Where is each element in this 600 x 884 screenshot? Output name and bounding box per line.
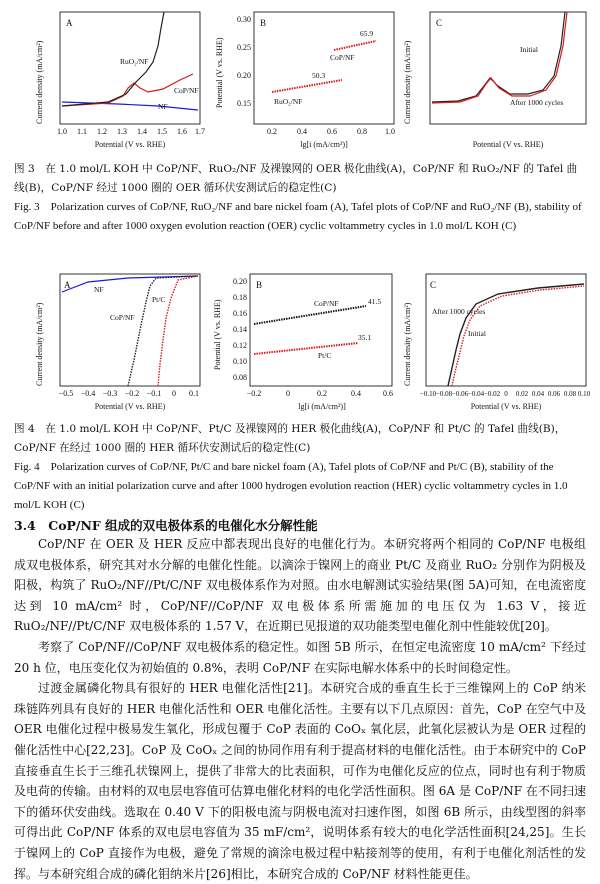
tick-label: −0.5 xyxy=(58,389,74,398)
tick-label: 0.10 xyxy=(577,390,591,398)
fig4b-letter: B xyxy=(256,280,263,290)
fig4a-xticks xyxy=(59,389,199,398)
section-heading: 3.4 CoP/NF 组成的双电极体系的电催化水分解性能 xyxy=(14,518,318,533)
fig3b-label-cop: CoP/NF xyxy=(330,53,355,62)
fig3b-label-ruo2: RuO₂/NF xyxy=(274,97,303,106)
tick-label: 0.1 xyxy=(189,389,199,398)
fig4c-label-initial: Initial xyxy=(468,329,486,338)
tick-label: 0 xyxy=(504,390,508,398)
fig4c-xlabel: Potential (V vs. RHE) xyxy=(470,402,542,411)
fig3-caption-en: Fig. 3 Polarization curves of CoP/NF, RuO₂/NF and bare nickel foam (A), Tafel plots of CoP/NF and RuO₂/NF (B), stability of CoP/NF before and after 1000 oxygen evolution reaction (OER) cyclic voltammetry cycles in 1.0 mol/L KOH (C) xyxy=(14,201,582,232)
fig4b-xlabel: lg[i (mA/cm²)] xyxy=(298,402,346,411)
fig4a-label-ptc: Pt/C xyxy=(152,295,166,304)
fig4b-label-cop: CoP/NF xyxy=(314,299,339,308)
fig3b-ylabel: Potential (V vs. RHE) xyxy=(215,37,224,108)
fig3c-ylabel: Current density (mA/cm²) xyxy=(403,40,412,124)
fig4b-fit-cop xyxy=(254,306,366,324)
tick-label: −0.04 xyxy=(467,390,485,398)
fig4b-yticks xyxy=(233,277,247,382)
fig3b-value-ruo2: 50.3 xyxy=(312,71,326,80)
tick-label: 1.3 xyxy=(117,127,127,136)
fig4a-curve-ptc xyxy=(158,276,198,386)
fig4a-xlabel: Potential (V vs. RHE) xyxy=(94,402,166,411)
fig4c-plot-frame xyxy=(426,274,586,386)
fig4a-plot-frame xyxy=(60,274,200,386)
fig3b-xlabel: lg[i (mA/cm²)] xyxy=(300,140,348,149)
tick-label: 0.30 xyxy=(237,15,251,24)
tick-label: −0.08 xyxy=(435,390,453,398)
fig4b-label-ptc: Pt/C xyxy=(318,351,332,360)
fig4c-ylabel: Current density (mA/cm²) xyxy=(403,302,412,386)
tick-label: 1.7 xyxy=(195,127,205,136)
fig4-caption-cn: 图 4 在 1.0 mol/L KOH 中 CoP/NF、Pt/C 及裸镍网的 HER 极化曲线(A)，CoP/NF 和 Pt/C 的 Tafel 曲线(B)，CoP/NF 在经过 1000 圈的 HER 循环伏安测试后的稳定性(C) xyxy=(14,423,566,454)
tick-label: −0.02 xyxy=(483,390,501,398)
tick-label: −0.3 xyxy=(102,389,118,398)
fig4c-xticks xyxy=(420,390,591,398)
tick-label: 1.0 xyxy=(57,127,67,136)
fig3a-plot-frame xyxy=(60,12,200,124)
fig4b-ylabel: Potential (V vs. RHE) xyxy=(213,299,222,370)
fig3a-xticks xyxy=(57,127,205,136)
paragraph: 考察了 CoP/NF//CoP/NF 双电极体系的稳定性。如图 5B 所示，在恒定电流密度 10 mA/cm² 下经过 20 h 位，电压变化仅为初始值的 0.8%，表明 CoP/NF 在实际电解水体系中的长时间稳定性。 xyxy=(14,639,586,675)
fig3a-xlabel: Potential (V vs. RHE) xyxy=(94,140,166,149)
fig4a-label-cop: CoP/NF xyxy=(110,313,135,322)
tick-label: 0.2 xyxy=(267,127,277,136)
tick-label: 0.6 xyxy=(327,127,337,136)
fig3b-fit-cop xyxy=(334,41,376,50)
fig3a-label-cop: CoP/NF xyxy=(174,86,199,95)
fig4b-plot-frame xyxy=(250,274,392,386)
tick-label: −0.06 xyxy=(451,390,469,398)
tick-label: 0.16 xyxy=(233,309,247,318)
tick-label: −0.1 xyxy=(146,389,162,398)
fig3-panel-a xyxy=(8,6,208,156)
tick-label: −0.10 xyxy=(419,390,437,398)
fig3a-label-nf: NF xyxy=(158,102,168,111)
fig4-panel-a xyxy=(8,268,208,418)
tick-label: 1.4 xyxy=(137,127,147,136)
fig3b-yticks xyxy=(237,15,251,108)
tick-label: 0.08 xyxy=(233,373,247,382)
tick-label: 0.15 xyxy=(237,99,251,108)
tick-label: 0.06 xyxy=(547,390,561,398)
tick-label: 0.04 xyxy=(531,390,545,398)
fig3b-fit-ruo2 xyxy=(272,80,342,92)
tick-label: 0.14 xyxy=(233,325,247,334)
tick-label: 0.20 xyxy=(233,277,247,286)
fig4b-fit-ptc xyxy=(254,343,358,354)
fig3c-curve-initial xyxy=(432,12,565,102)
fig3b-letter: B xyxy=(260,18,267,28)
tick-label: 0.4 xyxy=(297,127,307,136)
fig3b-xticks xyxy=(267,127,395,136)
tick-label: −0.2 xyxy=(124,389,140,398)
tick-label: 0.02 xyxy=(515,390,529,398)
fig3c-xlabel: Potential (V vs. RHE) xyxy=(472,140,544,149)
fig4c-letter: C xyxy=(430,280,437,290)
tick-label: 1.0 xyxy=(385,127,395,136)
fig4b-value-ptc: 35.1 xyxy=(358,333,372,342)
fig4-panel-c xyxy=(398,268,592,418)
tick-label: 0.08 xyxy=(563,390,577,398)
tick-label: 0.2 xyxy=(317,389,327,398)
fig3c-label-after: After 1000 cycles xyxy=(510,98,564,107)
fig4b-value-cop: 41.5 xyxy=(368,297,382,306)
fig4-panel-b xyxy=(208,268,398,418)
paragraph: CoP/NF 在 OER 及 HER 反应中都表现出良好的电催化行为。本研究将两个相同的 CoP/NF 电极组成双电极体系，研究其对水分解的电催化性能。以滴涂于镍网上的商业 Pt/C 及商业 RuO₂ 分别作为阴极及阳极，构筑了 RuO₂/NF//Pt/C/NF 双电极体系作为对照。由水电解测试实验结果(图 5A)可知，在电流密度达到 10 mA/cm² 时，CoP/NF//CoP/NF 双电极体系所需施加的电压仅为 1.63 V，接近 RuO₂/NF//Pt/C/NF 双电极体系的 1.57 V，在近期已见报道的双功能类型电催化剂中性能较优[20]。 xyxy=(14,537,586,634)
fig4a-curve-cop xyxy=(128,276,198,386)
tick-label: −0.2 xyxy=(246,389,262,398)
tick-label: 1.5 xyxy=(157,127,167,136)
body-text xyxy=(14,534,586,884)
tick-label: 0.6 xyxy=(383,389,393,398)
fig3c-curve-after xyxy=(432,12,567,103)
fig3a-ylabel: Current density (mA/cm²) xyxy=(35,40,44,124)
tick-label: 0.12 xyxy=(233,341,247,350)
tick-label: 0.18 xyxy=(233,293,247,302)
fig3a-letter: A xyxy=(66,18,73,28)
fig4-caption-en: Fig. 4 Polarization curves of CoP/NF, Pt/C and bare nickel foam (A), Tafel plots of CoP/NF and Pt/C (B), stability of the CoP/NF with an initial polarization curve and after 1000 hydrogen evolution reaction (HER) cyclic voltammetry cycles in 1.0 mol/L KOH (C) xyxy=(14,461,568,511)
fig3c-label-initial: Initial xyxy=(520,45,538,54)
fig3a-curve-nf xyxy=(62,102,198,110)
fig4b-xticks xyxy=(247,389,393,398)
fig4a-letter: A xyxy=(64,280,71,290)
fig4c-label-after: After 1000 cycles xyxy=(432,307,486,316)
fig3-panel-c xyxy=(398,6,592,156)
fig3a-label-ruo2: RuO₂/NF xyxy=(120,57,149,66)
fig3c-letter: C xyxy=(436,18,443,28)
fig3-caption-cn: 图 3 在 1.0 mol/L KOH 中 CoP/NF、RuO₂/NF 及裸镍网的 OER 极化曲线(A)，CoP/NF 和 RuO₂/NF 的 Tafel 曲线(B)，CoP/NF 经过 1000 圈的 OER 循环伏安测试后的稳定性(C) xyxy=(14,163,578,194)
tick-label: 0.8 xyxy=(357,127,367,136)
tick-label: −0.4 xyxy=(80,389,96,398)
tick-label: 0.10 xyxy=(233,357,247,366)
fig3-panel-b xyxy=(210,6,400,156)
tick-label: 0.4 xyxy=(351,389,361,398)
paragraph: 过渡金属磷化物具有很好的 HER 电催化活性[21]。本研究合成的垂直生长于三维镍网上的 CoP 纳米珠链阵列具有良好的 HER 电催化活性和 OER 电催化活性。主要有以下几点原因：首先，CoP 在空气中及 OER 电催化过程中极易发生氧化，形成包覆于 CoP 表面的 CoOₓ 氧化层，此氧化层被认为是 OER 过程的催化活性中心[22,23]。CoP 及 CoOₓ 之间的协同作用有利于提高材料的电催化活性。由于本研究中的 CoP 直接垂直生长于三维孔状镍网上，提供了非常大的比表面积，可作为电催化反应的位点，同时也有利于物质及电荷的传输。由材料的双电层电容值可估算电催化材料的电化学活性面积。图 6A 是 CoP/NF 在不同扫速下的循环伏安曲线。选取在 0.40 V 下的阳极电流与阴极电流对扫速作图，如图 6B 所示，由线型图的斜率可得出此 CoP/NF 体系的双电层电容值为 35 mF/cm²，说明体系有较大的电化学活性面积[24,25]。生长于镍网上的 CoP 直接作为电极，避免了常规的滴涂电极过程中粘接剂等的使用，有利于电催化剂活性的发挥。与本研究组合成的磷化钼纳米片[26]相比，本研究合成的 CoP/NF 材料性能更佳。 xyxy=(14,681,586,881)
fig4a-label-nf: NF xyxy=(94,285,104,294)
fig3b-value-cop: 65.9 xyxy=(360,29,374,38)
tick-label: 0.20 xyxy=(237,71,251,80)
tick-label: 0 xyxy=(172,389,176,398)
fig4a-curve-nf xyxy=(62,276,198,292)
tick-label: 1.1 xyxy=(77,127,87,136)
tick-label: 0.25 xyxy=(237,43,251,52)
tick-label: 1.6 xyxy=(177,127,187,136)
fig4a-ylabel: Current density (mA/cm²) xyxy=(35,302,44,386)
tick-label: 0 xyxy=(286,389,290,398)
tick-label: 1.2 xyxy=(97,127,107,136)
